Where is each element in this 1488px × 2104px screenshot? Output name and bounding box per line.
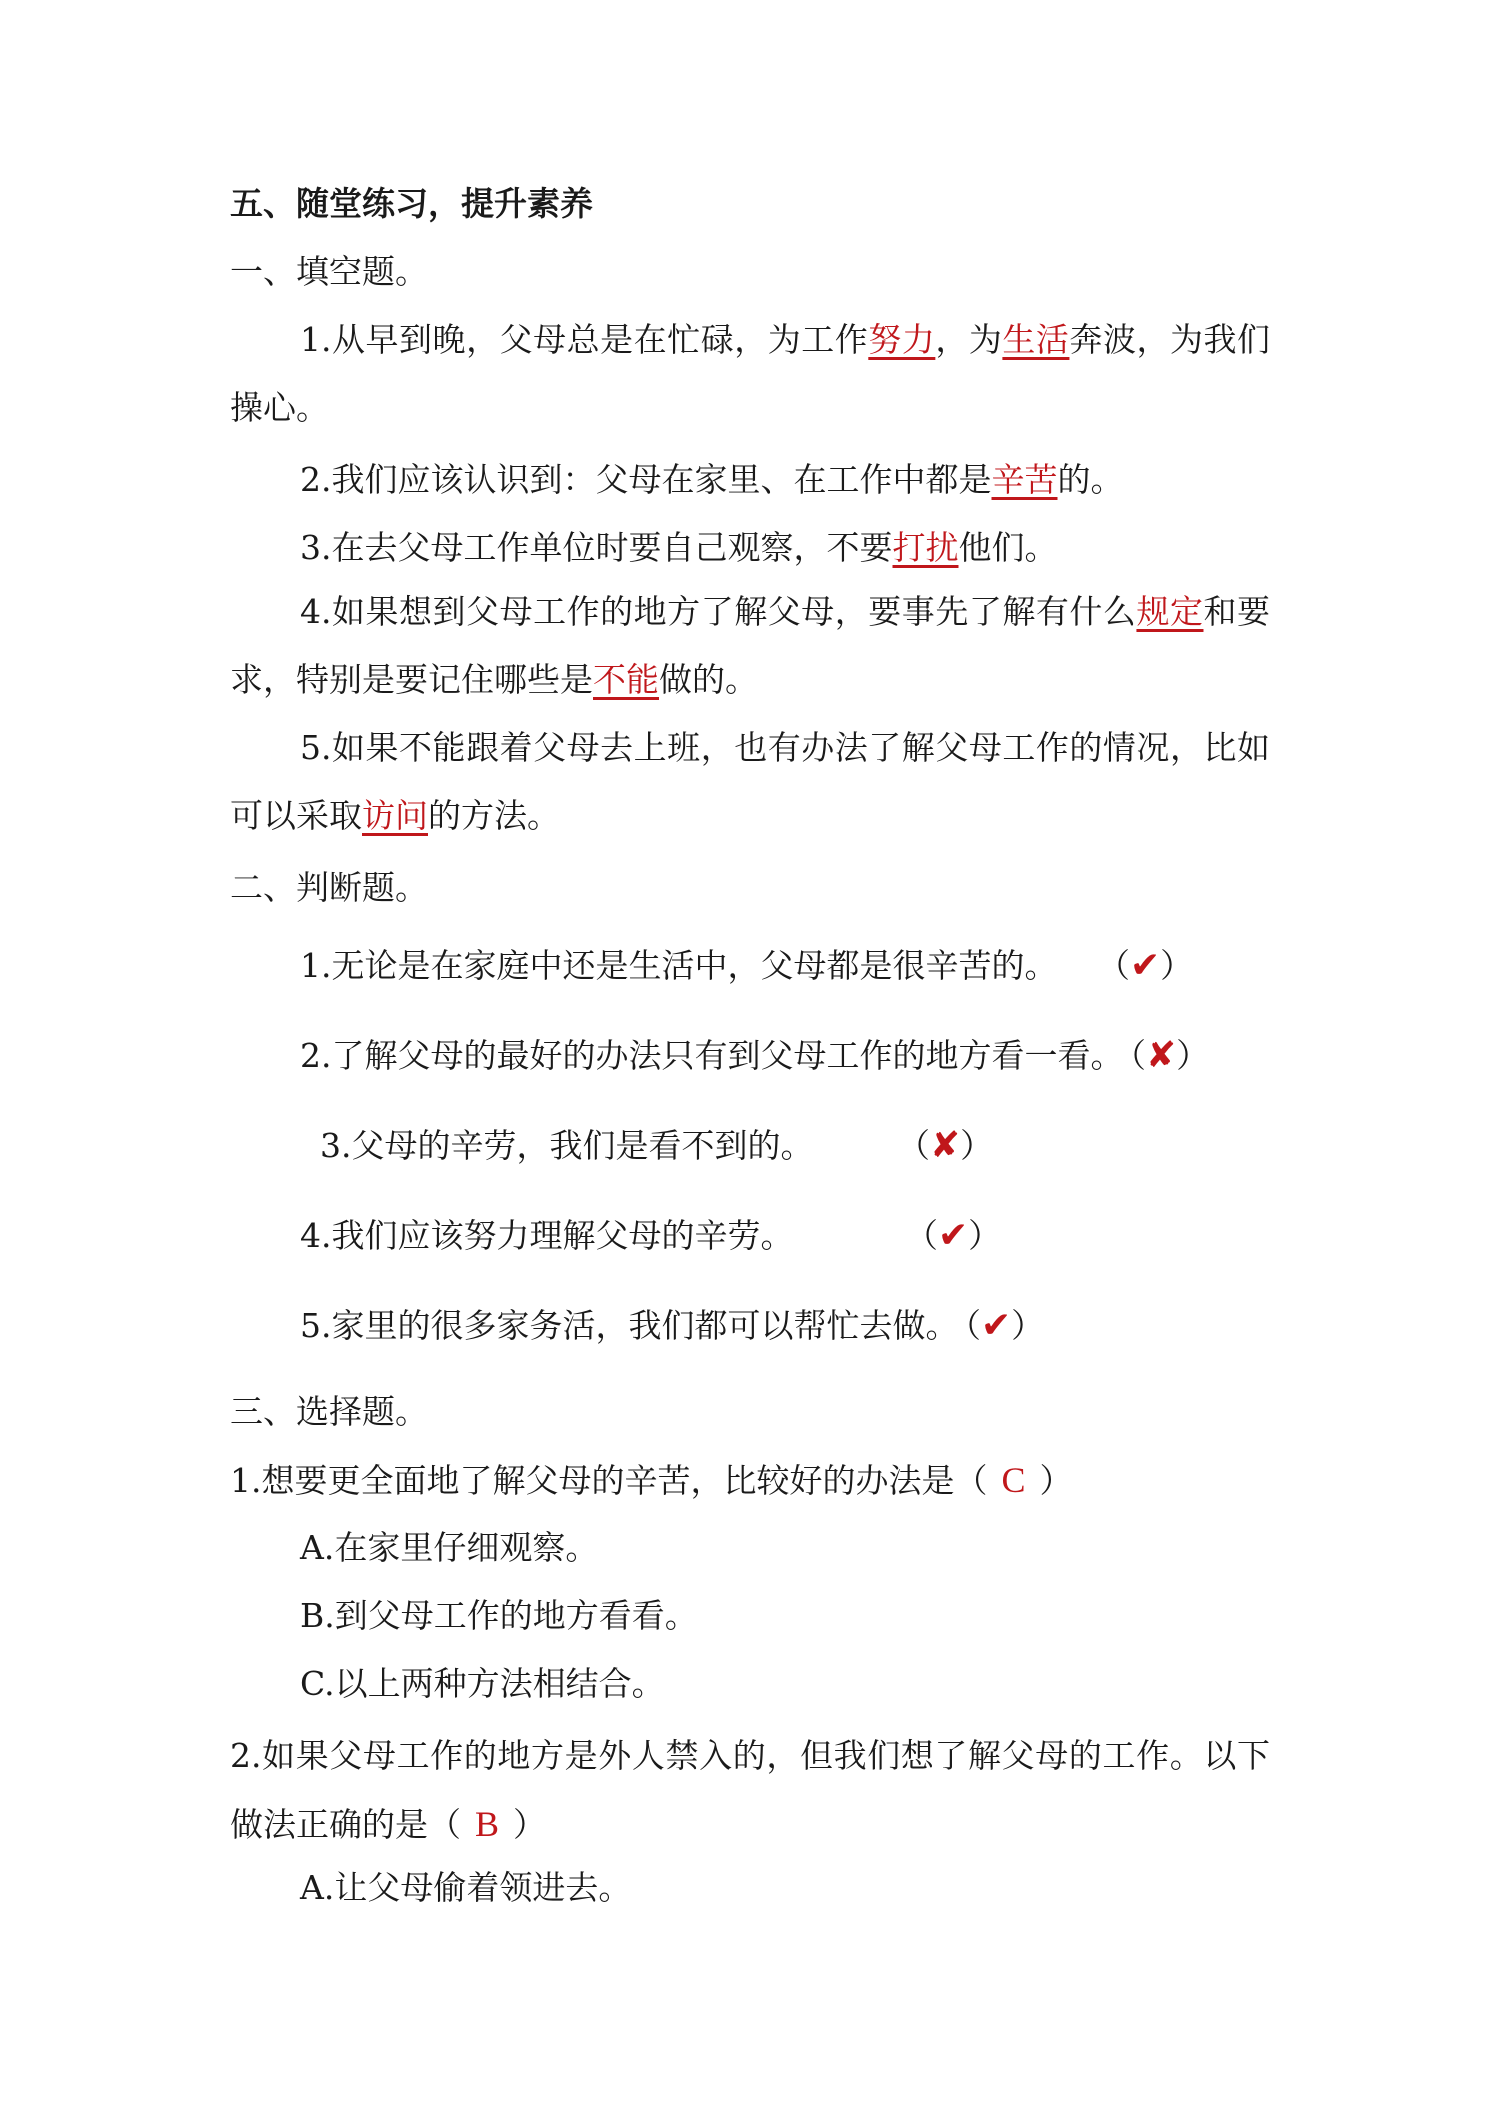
fill-answer: 规定 bbox=[1136, 592, 1204, 631]
fill-answer: 努力 bbox=[868, 320, 936, 359]
judge-item-2: 2.了解父母的最好的办法只有到父母工作的地方看一看。 （✘） bbox=[300, 1035, 1210, 1076]
check-icon: ✔ bbox=[938, 1215, 969, 1256]
judge-item-3: 3.父母的辛劳，我们是看不到的。 （✘） bbox=[320, 1125, 994, 1166]
fill-answer: 访问 bbox=[362, 796, 428, 835]
judge-item-1: 1.无论是在家庭中还是生活中，父母都是很辛苦的。 （✔） bbox=[300, 945, 1194, 986]
choice-answer: C bbox=[1001, 1460, 1026, 1500]
judge-item-4: 4.我们应该努力理解父母的辛劳。 （✔） bbox=[300, 1215, 1002, 1256]
fill-question-3: 3.在去父母工作单位时要自己观察，不要打扰他们。 bbox=[300, 528, 1058, 567]
judge-section-heading: 二、判断题。 bbox=[230, 868, 428, 907]
choice-section-heading: 三、选择题。 bbox=[230, 1392, 428, 1431]
fill-question-5: 5.如果不能跟着父母去上班，也有办法了解父母工作的情况，比如可以采取访问的方法。 bbox=[230, 728, 1270, 835]
page-title: 五、随堂练习，提升素养 bbox=[230, 184, 593, 223]
fill-question-4: 4.如果想到父母工作的地方了解父母，要事先了解有什么规定和要求，特别是要记住哪些是不能做的。 bbox=[230, 592, 1271, 699]
cross-icon: ✘ bbox=[930, 1125, 961, 1166]
fill-answer: 打扰 bbox=[892, 528, 959, 567]
check-icon: ✔ bbox=[981, 1305, 1012, 1346]
fill-answer: 不能 bbox=[593, 660, 659, 699]
fill-question-1: 1.从早到晚，父母总是在忙碌，为工作努力，为生活奔波，为我们操心。 bbox=[230, 320, 1271, 427]
fill-answer: 生活 bbox=[1002, 320, 1070, 359]
choice-option: C.以上两种方法相结合。 bbox=[300, 1664, 665, 1703]
choice-answer: B bbox=[475, 1804, 500, 1844]
choice-question-1: 1.想要更全面地了解父母的辛苦，比较好的办法是（ C ） bbox=[230, 1460, 1073, 1500]
check-icon: ✔ bbox=[1130, 945, 1161, 986]
choice-option: B.到父母工作的地方看看。 bbox=[300, 1596, 698, 1635]
fill-question-2: 2.我们应该认识到：父母在家里、在工作中都是辛苦的。 bbox=[300, 460, 1124, 499]
judge-item-5: 5.家里的很多家务活，我们都可以帮忙去做。 （✔） bbox=[300, 1305, 1045, 1346]
cross-icon: ✘ bbox=[1146, 1035, 1177, 1076]
choice-option: A.在家里仔细观察。 bbox=[300, 1528, 599, 1567]
fill-answer: 辛苦 bbox=[991, 460, 1058, 499]
fill-section-heading: 一、填空题。 bbox=[230, 252, 428, 291]
choice-option: A.让父母偷着领进去。 bbox=[300, 1868, 632, 1907]
choice-question-2: 2.如果父母工作的地方是外人禁入的，但我们想了解父母的工作。以下做法正确的是（ B ） bbox=[230, 1736, 1270, 1844]
